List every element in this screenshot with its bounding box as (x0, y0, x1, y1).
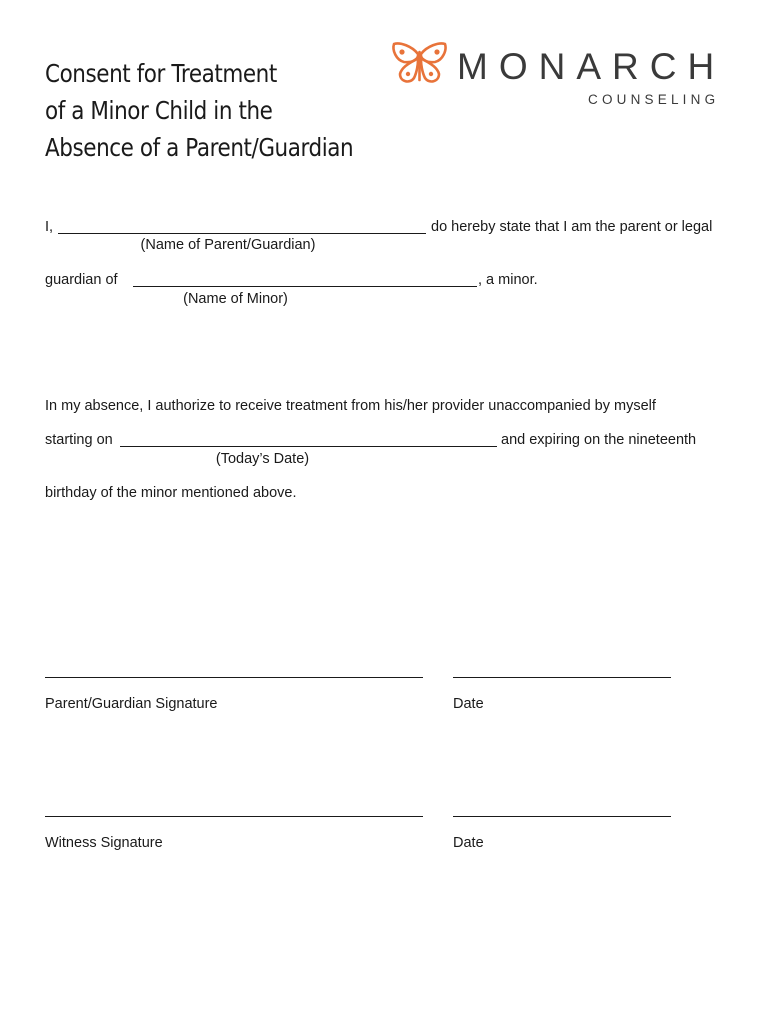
birthday-text: birthday of the minor mentioned above. (45, 485, 297, 501)
para3-suffix: and expiring on the nineteenth (501, 432, 697, 448)
logo-wordmark: MONARCH (457, 46, 726, 87)
butterfly-logo-icon (390, 40, 448, 86)
minor-name-caption: (Name of Minor) (183, 291, 288, 307)
parent-signature-label: Parent/Guardian Signature (45, 696, 218, 712)
parent-date-label: Date (453, 696, 484, 712)
para1-suffix: do hereby state that I am the parent or legal (431, 219, 713, 235)
todays-date-caption: (Today’s Date) (215, 451, 310, 467)
parent-name-caption: (Name of Parent/Guardian) (140, 237, 316, 253)
witness-date-field[interactable] (453, 816, 671, 817)
witness-date-label: Date (453, 835, 484, 851)
title-line-1: Consent for Treatment (45, 59, 277, 88)
para3-prefix: starting on (45, 432, 113, 448)
parent-name-field[interactable] (58, 233, 426, 234)
para2-suffix: , a minor. (478, 272, 538, 288)
para2-prefix: guardian of (45, 272, 118, 288)
witness-signature-label: Witness Signature (45, 835, 163, 851)
title-line-2: of a Minor Child in the (45, 96, 273, 125)
logo-subtitle: COUNSELING (588, 92, 720, 107)
parent-date-field[interactable] (453, 677, 671, 678)
form-title (45, 55, 353, 166)
para1-prefix: I, (45, 219, 54, 235)
minor-name-field[interactable] (133, 286, 477, 287)
witness-signature-field[interactable] (45, 816, 423, 817)
authorization-text: In my absence, I authorize to receive treatment from his/her provider unaccompanied by myself (45, 398, 656, 414)
title-line-3: Absence of a Parent/Guardian (45, 133, 354, 162)
todays-date-field[interactable] (120, 446, 497, 447)
parent-signature-field[interactable] (45, 677, 423, 678)
